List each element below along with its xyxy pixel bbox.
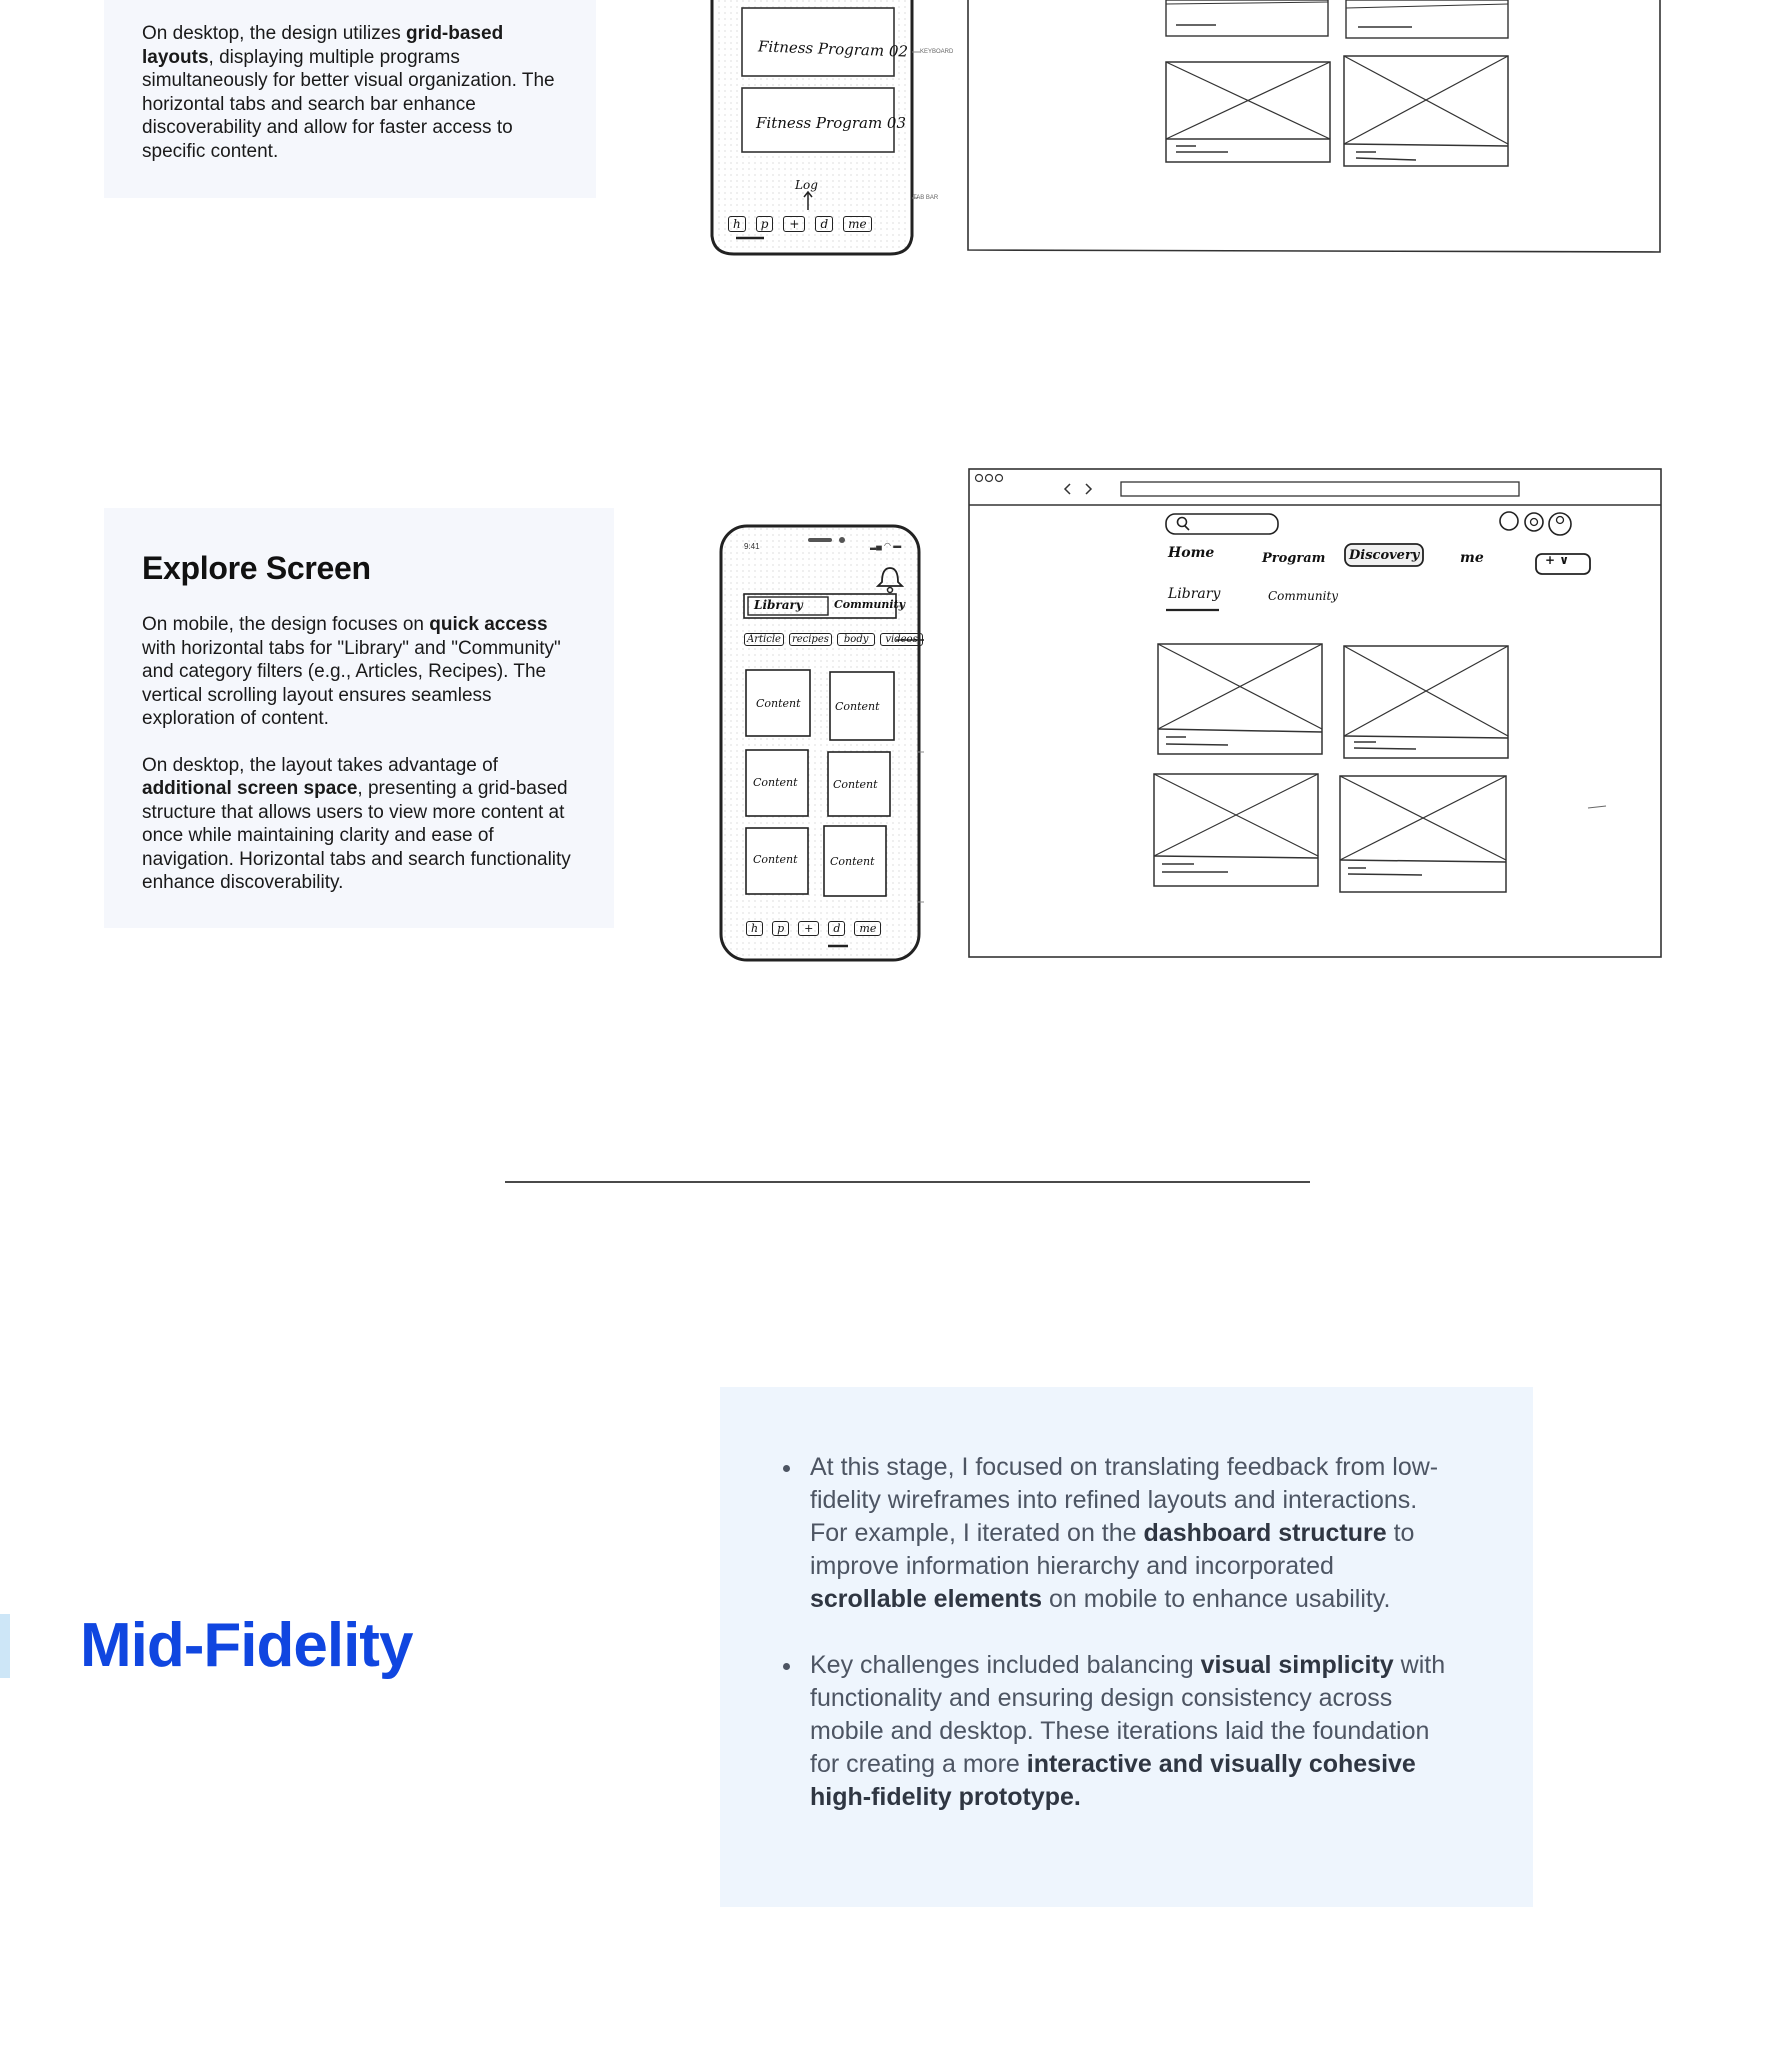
tabbar-annotation: TAB BAR	[913, 195, 939, 201]
nav-discovery[interactable]: Discovery	[1349, 548, 1420, 563]
tab-program[interactable]: p	[772, 921, 789, 936]
browser-frame	[969, 469, 1661, 957]
window-control-icon	[986, 475, 993, 482]
explore-description-card	[104, 508, 614, 928]
category-filters	[744, 633, 923, 646]
tab-community[interactable]: Community	[834, 598, 906, 611]
desktop-tab-community[interactable]: Community	[1268, 589, 1339, 603]
log-label: Log	[795, 178, 818, 192]
mid-fidelity-notes-card	[720, 1387, 1533, 1907]
programs-description-card	[104, 0, 596, 198]
window-control-icon	[976, 475, 983, 482]
tab-add[interactable]: +	[798, 921, 819, 936]
tab-discovery[interactable]: d	[815, 216, 833, 232]
tab-library[interactable]: Library	[754, 598, 803, 612]
explore-mobile-wireframe	[718, 522, 928, 964]
mobile-tabbar	[746, 921, 881, 936]
content-label: Content	[835, 700, 880, 713]
mid-fidelity-notes-list	[780, 1451, 1453, 1814]
explore-mobile-description: On mobile, the design focuses on quick access with horizontal tabs for "Library" and "Community" and category filters (e.g., Articles, Recipes). The vertical scrolling layout ensures seamless exploration of content.	[142, 614, 561, 729]
content-card	[1166, 0, 1328, 36]
list-item: • At this stage, I focused on translating feedback from low-fidelity wireframes into refined layouts and interactions. For example, I iterated on the dashboard structure to improve information hierarchy and incorporated scrollable elements on mobile to enhance usability.	[804, 1451, 1453, 1616]
tab-add[interactable]: +	[783, 216, 805, 232]
tab-me[interactable]: me	[843, 216, 871, 232]
desktop-tab-library[interactable]: Library	[1168, 586, 1221, 602]
address-bar	[1121, 482, 1519, 496]
window-control-icon	[996, 475, 1003, 482]
status-time: 9:41	[744, 542, 760, 551]
image-placeholder-card	[1154, 774, 1318, 886]
mobile-tabbar	[728, 216, 872, 232]
explore-desktop-wireframe	[966, 464, 1666, 964]
keyboard-annotation: KEYBOARD	[920, 49, 954, 55]
status-icons: ▂▄ ◠ ▬	[870, 541, 902, 550]
settings-icon	[1525, 513, 1543, 531]
image-placeholder-card	[1158, 644, 1322, 754]
forward-arrow-icon	[1086, 484, 1091, 494]
filter-body[interactable]: body	[837, 633, 875, 646]
desktop-frame	[968, 0, 1660, 252]
search-icon	[1178, 518, 1187, 527]
filter-recipes[interactable]: recipes	[789, 633, 832, 646]
phone-frame	[721, 526, 919, 960]
tab-home[interactable]: h	[728, 216, 746, 232]
content-label: Content	[753, 776, 798, 789]
content-label: Content	[833, 778, 878, 791]
tab-program[interactable]: p	[756, 216, 774, 232]
section-accent-bar	[0, 1614, 10, 1678]
image-placeholder-card	[1166, 62, 1330, 162]
content-label: Content	[753, 853, 798, 866]
explore-screen-title: Explore Screen	[142, 550, 371, 586]
nav-home[interactable]: Home	[1168, 545, 1215, 561]
add-button[interactable]: + ∨	[1545, 553, 1569, 567]
program-03-label: Fitness Program 03	[756, 114, 907, 132]
image-placeholder-card	[1340, 776, 1506, 892]
filter-videos[interactable]: videos	[880, 633, 922, 646]
section-divider	[505, 1181, 1310, 1183]
nav-program[interactable]: Program	[1262, 551, 1326, 566]
program-02-label: Fitness Program 02	[757, 37, 909, 61]
programs-desktop-wireframe	[966, 0, 1666, 258]
content-label: Content	[830, 855, 875, 868]
back-arrow-icon	[1065, 484, 1070, 494]
programs-description: On desktop, the design utilizes grid-based layouts, displaying multiple programs simultaneously for better visual organization. The horizontal tabs and search bar enhance discoverability and allow for faster access to specific content.	[142, 23, 555, 162]
mid-fidelity-heading: Mid-Fidelity	[80, 1611, 413, 1680]
image-placeholder-card	[1344, 646, 1508, 758]
explore-desktop-description: On desktop, the layout takes advantage of additional screen space, presenting a grid-based structure that allows users to view more content at once while maintaining clarity and ease of navigation. Horizontal tabs and search functionality enhance discoverability.	[142, 754, 571, 893]
filter-article[interactable]: Article	[744, 633, 784, 646]
tab-home[interactable]: h	[746, 921, 763, 936]
help-icon	[1500, 512, 1518, 530]
tab-discovery[interactable]: d	[828, 921, 845, 936]
tab-me[interactable]: me	[854, 921, 881, 936]
image-placeholder-card	[1344, 56, 1508, 166]
content-label: Content	[756, 697, 801, 710]
nav-me[interactable]: me	[1460, 550, 1484, 566]
list-item: • Key challenges included balancing visual simplicity with functionality and ensuring design consistency across mobile and desktop. These iterations laid the foundation for creating a more interactive and visually cohesive high-fidelity prototype.	[804, 1649, 1453, 1814]
